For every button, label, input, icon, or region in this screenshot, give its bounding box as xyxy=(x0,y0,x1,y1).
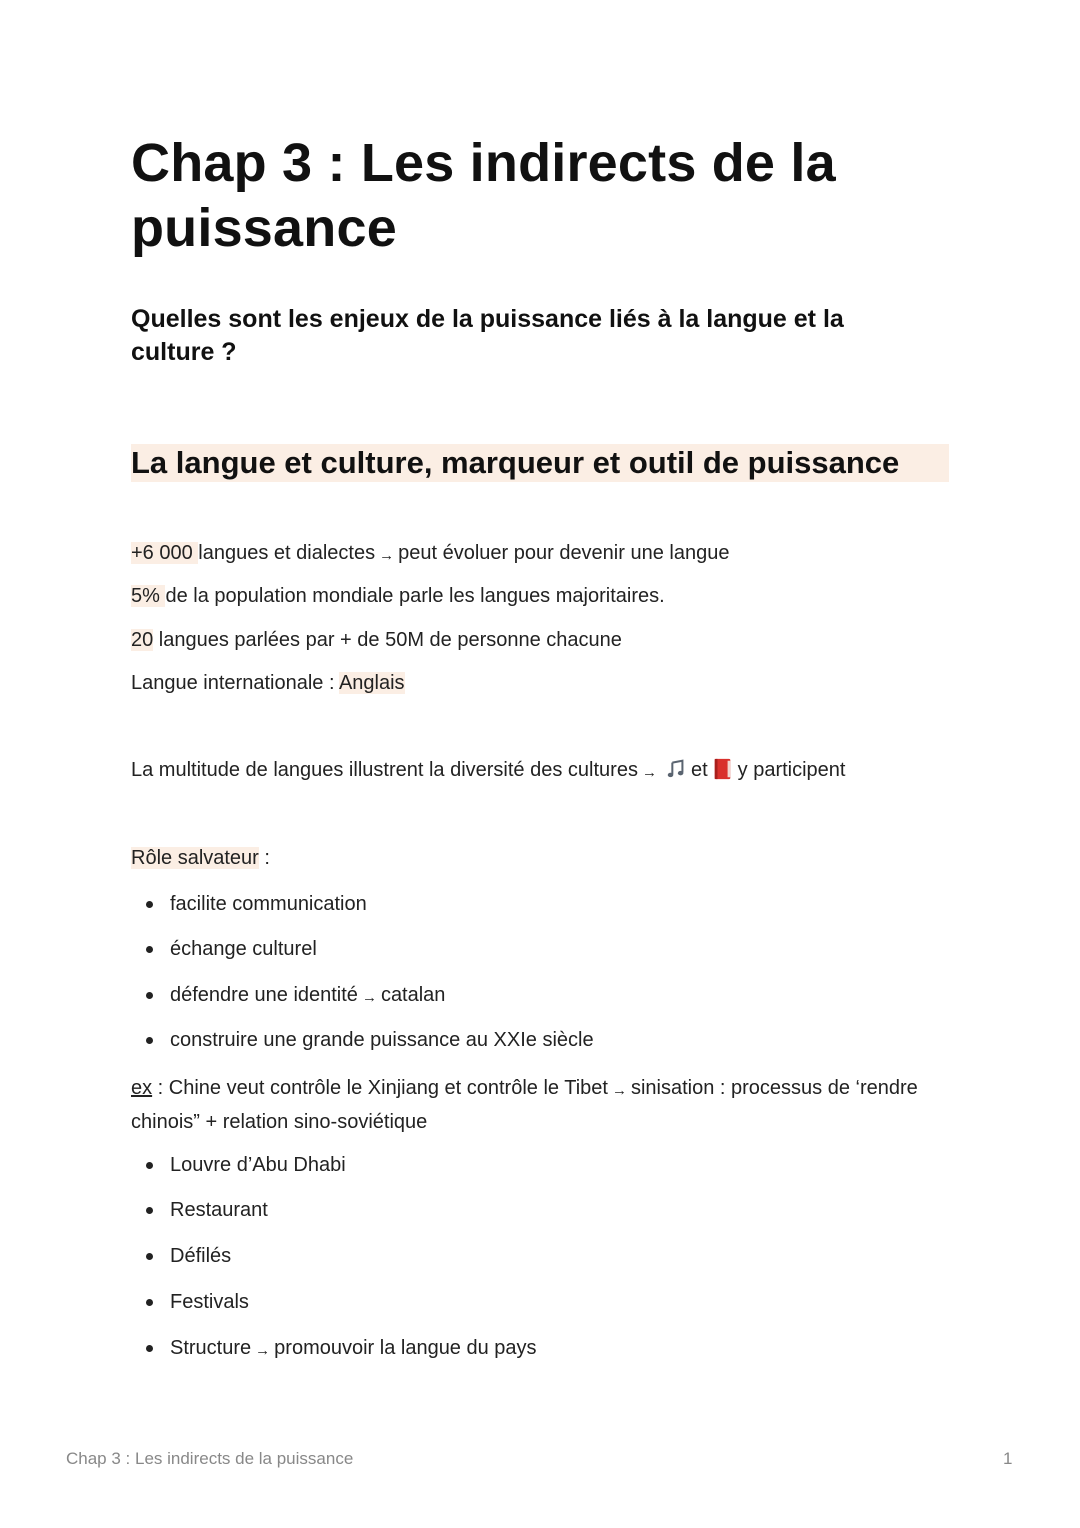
fact-text: langues parlées par + de 50M de personne chacune xyxy=(153,629,622,651)
list-item-text: Défilés xyxy=(170,1245,232,1267)
list-item xyxy=(131,1151,831,1179)
fact-highlight: Anglais xyxy=(338,672,405,694)
bullet-dot xyxy=(146,946,153,953)
list-item-content xyxy=(170,981,445,1011)
list-item-text: Restaurant xyxy=(170,1199,268,1221)
list-item-text: catalan xyxy=(380,984,446,1006)
list-item xyxy=(131,1288,831,1316)
list-item-text: construire une grande puissance au XXIe siècle xyxy=(170,1029,594,1051)
list-item xyxy=(131,890,831,918)
list-item-text: facilite communication xyxy=(170,893,367,915)
list-item xyxy=(131,1026,831,1054)
list-item-content xyxy=(170,1334,537,1364)
bullet-dot xyxy=(146,1207,153,1214)
arrow-icon: → xyxy=(379,547,395,564)
fact-text: peut évoluer pour devenir une langue xyxy=(398,542,730,564)
footer-page-number: 1 xyxy=(1003,1449,1013,1468)
page-subtitle: Quelles sont les enjeux de la puissance liés à la langue et la culture ? xyxy=(131,305,844,366)
list-item xyxy=(131,1196,831,1224)
list-item-text: Louvre d’Abu Dhabi xyxy=(170,1154,346,1176)
list-item xyxy=(131,1334,831,1362)
arrow-icon: → xyxy=(611,1082,627,1099)
page-title: Chap 3 : Les indirects de la puissance xyxy=(131,133,836,258)
example-paragraph xyxy=(131,1072,951,1138)
role-colon: : xyxy=(258,847,270,869)
list-item-text: promouvoir la langue du pays xyxy=(274,1337,537,1359)
fact-line xyxy=(131,669,405,697)
bullet-dot xyxy=(146,901,153,908)
fact-label: Langue internationale : xyxy=(131,672,339,694)
section-heading: La langue et culture, marqueur et outil de puissance xyxy=(131,444,949,482)
fact-line xyxy=(131,539,729,569)
example-text: : Chine veut contrôle le Xinjiang et contrôle le Tibet xyxy=(152,1077,608,1099)
example-label: ex xyxy=(131,1077,153,1099)
diversity-text: La multitude de langues illustrent la diversité des cultures xyxy=(131,759,638,781)
diversity-connector: et xyxy=(690,759,708,781)
bullet-dot xyxy=(146,1162,153,1169)
role-label: Rôle salvateur xyxy=(131,847,259,869)
diversity-line xyxy=(131,756,845,788)
bullet-dot xyxy=(146,992,153,999)
bullet-dot xyxy=(146,1299,153,1306)
red-book-icon xyxy=(712,758,734,788)
role-heading xyxy=(131,844,270,872)
fact-text: langues et dialectes xyxy=(198,542,376,564)
arrow-icon: → xyxy=(361,989,377,1006)
fact-highlight: +6 000 xyxy=(131,542,199,564)
fact-highlight: 20 xyxy=(131,629,154,651)
bullet-dot xyxy=(146,1345,153,1352)
fact-line xyxy=(131,582,665,610)
list-item xyxy=(131,1242,831,1270)
arrow-icon: → xyxy=(641,764,657,781)
diversity-text: y participent xyxy=(737,759,846,781)
list-item xyxy=(131,981,831,1009)
list-item-text: échange culturel xyxy=(170,938,317,960)
footer-title: Chap 3 : Les indirects de la puissance xyxy=(66,1449,354,1468)
list-item-text: Festivals xyxy=(170,1291,249,1313)
fact-line xyxy=(131,626,622,654)
example-text: sinisation : processus de ‘rendre chinois” + relation sino-soviétique xyxy=(131,1077,918,1133)
arrow-icon: → xyxy=(255,1342,271,1359)
bullet-dot xyxy=(146,1253,153,1260)
fact-highlight: 5% xyxy=(131,585,166,607)
bullet-dot xyxy=(146,1037,153,1044)
fact-text: de la population mondiale parle les langues majoritaires. xyxy=(165,585,665,607)
list-item xyxy=(131,935,831,963)
music-note-icon xyxy=(665,758,687,788)
list-item-text: Structure xyxy=(170,1337,252,1359)
list-item-text: défendre une identité xyxy=(170,984,358,1006)
